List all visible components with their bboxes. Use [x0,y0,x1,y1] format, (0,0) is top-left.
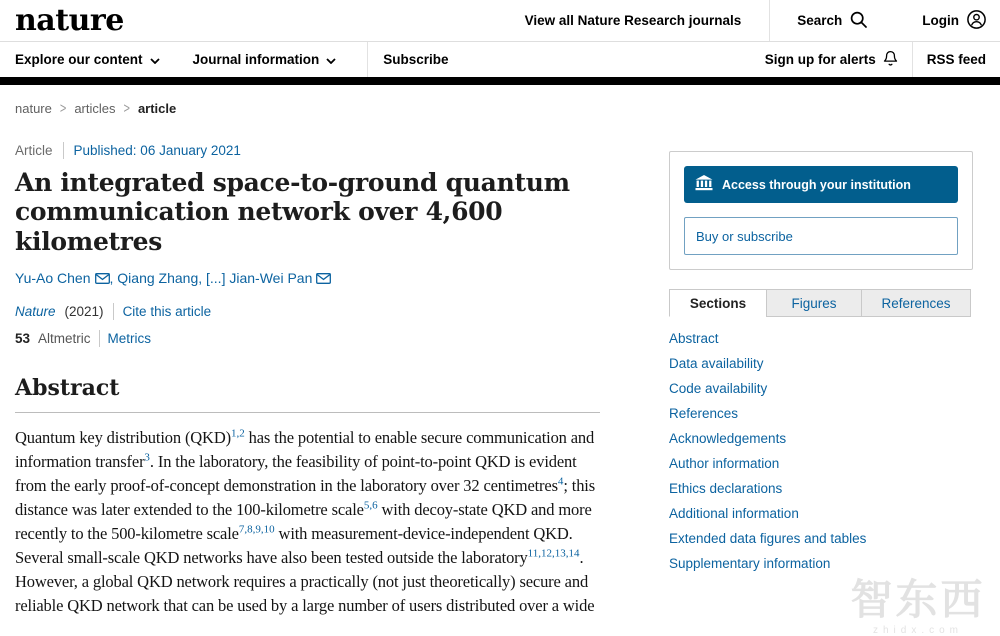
user-account-icon [967,10,986,32]
article-meta-line [15,142,600,159]
access-institution-label: Access through your institution [722,177,911,192]
login-button[interactable] [894,0,1000,41]
journal-info-label: Journal information [192,52,320,67]
reference-link[interactable]: 11,12,13,14 [527,547,580,560]
header-black-bar [0,77,1000,85]
meta-divider [99,330,100,347]
bell-icon [883,50,898,70]
search-icon [850,11,867,31]
abstract-heading: Abstract [15,374,120,401]
meta-divider [63,142,64,159]
site-watermark [838,577,998,636]
login-label: Login [922,13,959,28]
page-content [0,85,1000,636]
published-date: Published: 06 January 2021 [73,143,241,158]
reference-link[interactable]: 3 [144,451,150,464]
breadcrumb-chevron-icon: > [59,100,67,117]
author-link[interactable]: [...] Jian-Wei Pan [206,269,313,286]
rss-feed-link[interactable]: RSS feed [926,52,986,67]
cite-this-article-link[interactable]: Cite this article [122,303,212,319]
nav-explore-content[interactable] [15,42,193,77]
reference-link[interactable]: 5,6 [363,499,378,512]
article-sidebar [669,151,973,581]
buy-or-subscribe-label: Buy or subscribe [696,228,793,244]
nature-logo[interactable]: nature [15,2,124,38]
section-links-list [669,331,973,571]
sidebar-link-author-information[interactable]: Author information [669,456,780,471]
altmetric-label: Altmetric [38,330,91,346]
access-options-box [669,151,973,270]
journal-nav [0,41,1000,77]
reference-link[interactable]: 4 [557,475,564,488]
tab-figures[interactable]: Figures [766,289,862,317]
watermark-subtext: zhidx.com [872,625,963,636]
tab-references[interactable]: References [861,289,971,317]
citation-line [15,303,600,320]
tab-sections[interactable]: Sections [669,289,767,317]
email-envelope-icon[interactable] [316,270,331,288]
search-label: Search [797,13,843,28]
abstract-divider [15,412,600,413]
abstract-paragraph: Quantum key distribution (QKD)$^{1,2}$ has the potential to enable secure communication and information transfer$^3$. In the laboratory, the feasibility of point-to-point QKD is evident from the early proof-of-concept demonstration in the laboratory over 32 centimetres$^4$; this distance was later extended to the 100-kilometre scale$^{5,6}$ with decoy-state QKD and more recently to the 500-kilometre scale$^{7,8,9,10}$ with measurement-device-independent QKD. Several small-scale QKD networks have also been tested outside the laboratory$^{11,12,13,14}$. However, a global QKD network requires a practically (not just theoretically) secure and reliable QKD network that can be used by a large number of users distributed over a wide [15,427,596,615]
sidebar-tabs [669,289,973,317]
article-main-column [15,142,600,618]
email-envelope-icon[interactable] [95,270,110,288]
author-link[interactable]: Qiang Zhang [117,269,199,286]
altmetric-count: 53 [15,330,31,346]
sign-up-alerts-link[interactable] [765,42,912,77]
access-institution-button[interactable] [684,166,958,203]
top-header [0,0,1000,41]
sidebar-link-abstract[interactable]: Abstract [669,331,719,346]
altmetric-line [15,330,600,347]
journal-name-link[interactable]: Nature [15,303,56,319]
sidebar-link-additional-information[interactable]: Additional information [669,506,799,521]
meta-divider [113,303,114,320]
chevron-down-icon [326,52,336,67]
sidebar-link-acknowledgements[interactable]: Acknowledgements [669,431,787,446]
article-type-label: Article [15,143,53,158]
sidebar-link-data-availability[interactable]: Data availability [669,356,764,371]
institution-bank-icon [695,175,713,194]
explore-label: Explore our content [15,52,143,67]
author-link[interactable]: Yu-Ao Chen [15,269,91,286]
reference-link[interactable]: 1,2 [230,427,245,440]
sidebar-link-extended-data-figures-and-tables[interactable]: Extended data figures and tables [669,531,867,546]
sidebar-link-supplementary-information[interactable]: Supplementary information [669,556,831,571]
breadcrumb-chevron-icon: > [123,100,130,117]
sidebar-link-references[interactable]: References [669,406,739,421]
nav-subscribe[interactable]: Subscribe [383,52,449,67]
authors-line: Yu-Ao Chen , Qiang Zhang, [...] Jian-Wei Pan [15,269,600,288]
reference-link[interactable]: 7,8,9,10 [238,523,275,536]
page-title: An integrated space-to-ground quantum communication network over 4,600 kilometres [15,168,570,256]
watermark-text: 智东西 [850,576,986,623]
metrics-link[interactable]: Metrics [107,330,152,346]
sidebar-link-ethics-declarations[interactable]: Ethics declarations [669,481,783,496]
breadcrumb-item-articles[interactable]: articles [74,101,116,116]
chevron-down-icon [150,52,160,67]
breadcrumb-item-nature[interactable]: nature [15,101,52,116]
sidebar-link-code-availability[interactable]: Code availability [669,381,768,396]
breadcrumb [15,85,1000,116]
buy-or-subscribe-button[interactable] [684,217,958,255]
view-all-journals-link[interactable]: View all Nature Research journals [524,13,742,28]
nav-journal-information[interactable] [193,42,368,77]
search-button[interactable] [770,0,894,41]
journal-year: (2021) [64,303,104,319]
alerts-label: Sign up for alerts [764,52,876,67]
breadcrumb-item-article[interactable]: article [137,101,177,116]
